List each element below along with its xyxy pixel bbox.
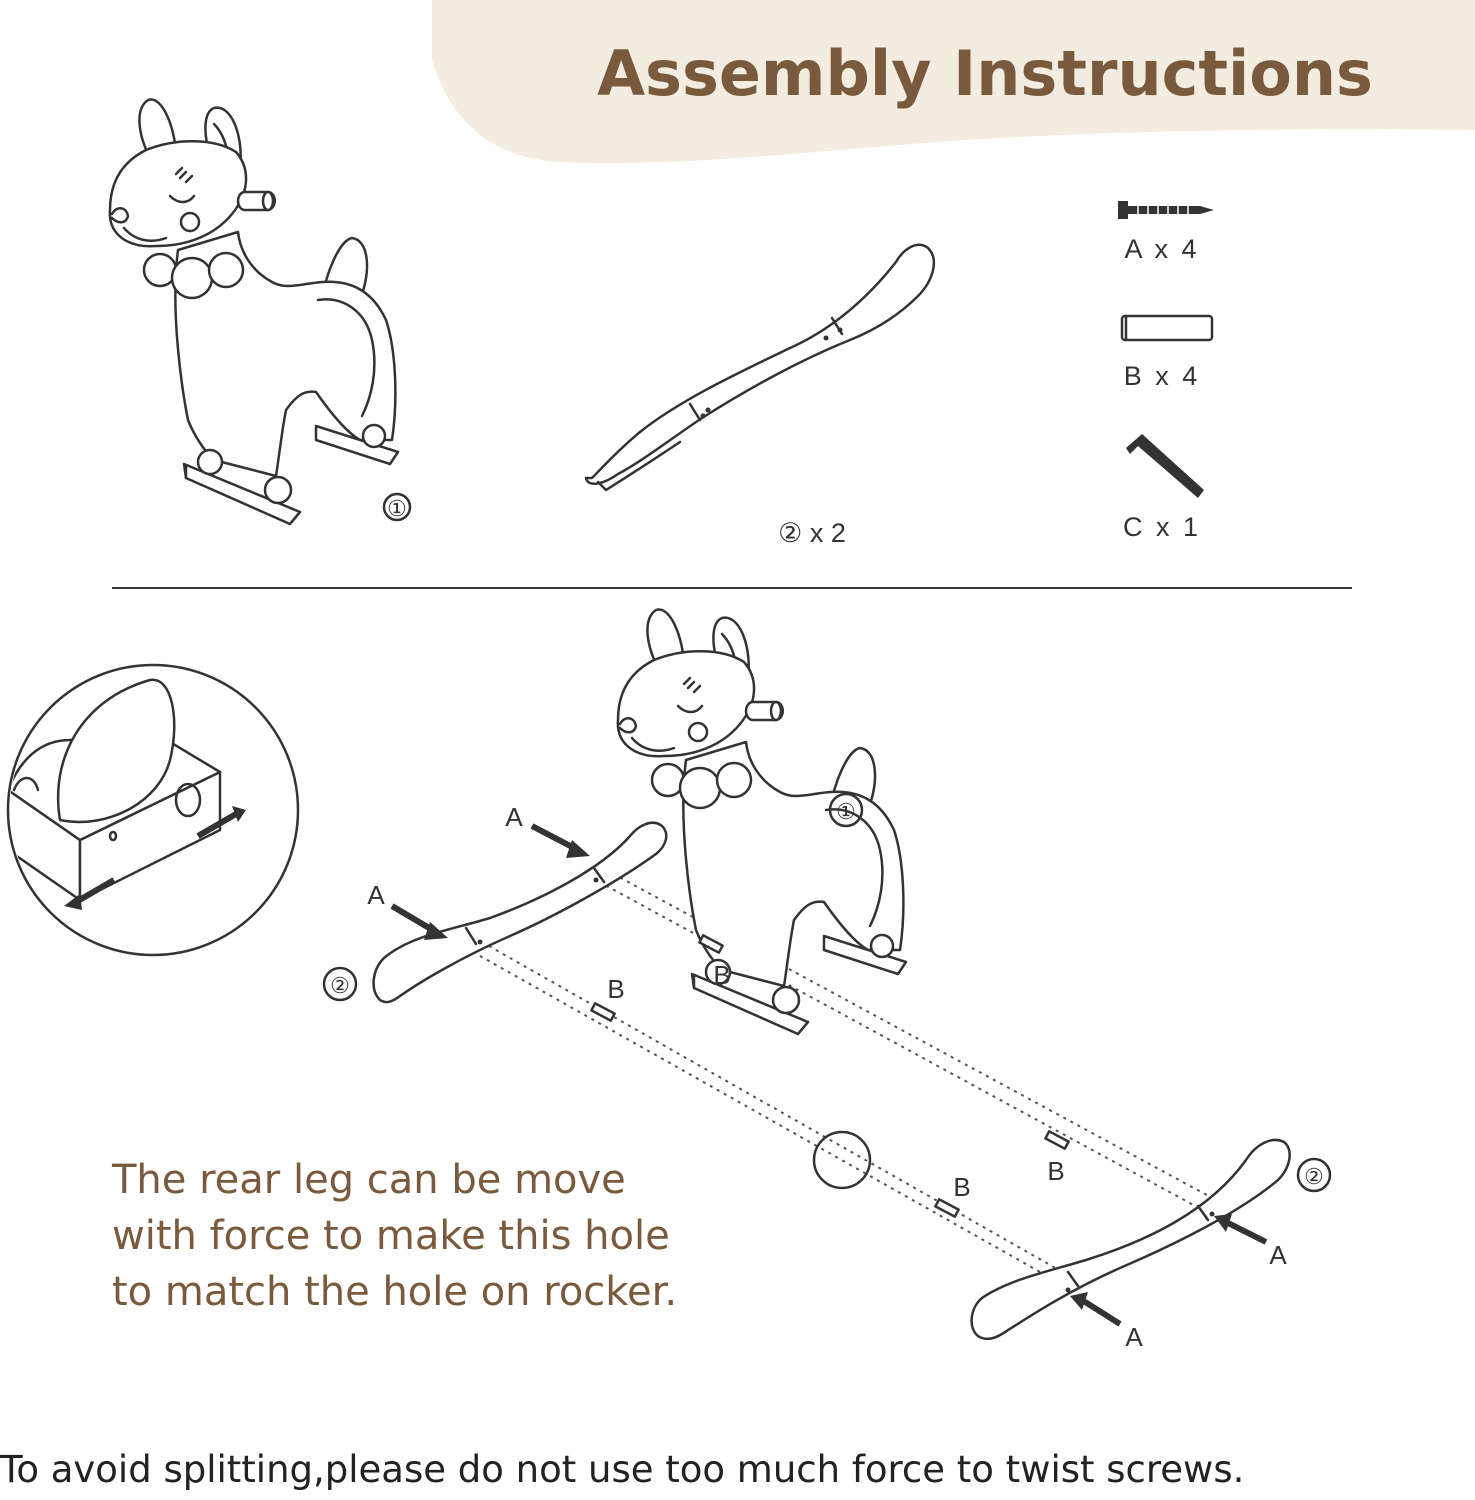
detail-inset [8,665,298,955]
allen-key-icon [1126,434,1204,498]
dowel-icon [1045,1131,1068,1148]
dowel-label: B [713,960,731,990]
screw-label: A [1125,1322,1143,1352]
screw-arrow-icon [532,826,590,858]
screw-arrow-icon [1070,1292,1120,1324]
dowel-icon [591,1003,614,1020]
screw-arrow-icon [1214,1214,1266,1242]
rocker-icon [586,245,934,484]
screw-icon [1118,201,1214,219]
note-line: with force to make this hole [112,1213,670,1259]
screw-label: A [367,880,385,910]
assembly-body-label: ① [836,799,856,824]
part-b-label: B x 4 [1123,361,1201,391]
note-line: to match the hole on rocker. [112,1269,678,1315]
part-c [1123,434,1204,542]
dowel-icon [1122,316,1212,340]
screw-label: A [505,802,523,832]
rocker-part-label: ② x 2 [778,518,846,548]
llama-body-part [110,100,410,524]
screw-label: A [1269,1240,1287,1270]
title-banner [432,0,1475,163]
rear-leg-note [112,1152,752,1320]
llama-icon [110,100,398,524]
dowel-label: B [1047,1156,1065,1186]
rocker-part [586,245,934,548]
dowel-label: B [953,1172,971,1202]
near-rocker-label: ② [330,973,350,998]
screw-arrow-icon [392,906,448,940]
rocker-icon [972,1140,1290,1339]
page-title: Assembly Instructions [597,37,1373,110]
far-rocker-label: ② [1304,1164,1324,1189]
part-a [1118,201,1214,264]
note-line: The rear leg can be move [112,1157,626,1203]
body-part-label: ① [387,496,407,521]
part-a-label: A x 4 [1124,234,1200,264]
part-c-label: C x 1 [1122,512,1202,542]
parts-list [1118,201,1214,542]
part-b [1122,316,1212,391]
dowel-label: B [607,974,625,1004]
footer-warning: To avoid splitting,please do not use too much force to twist screws. [0,1448,1245,1491]
llama-icon [618,610,906,1034]
